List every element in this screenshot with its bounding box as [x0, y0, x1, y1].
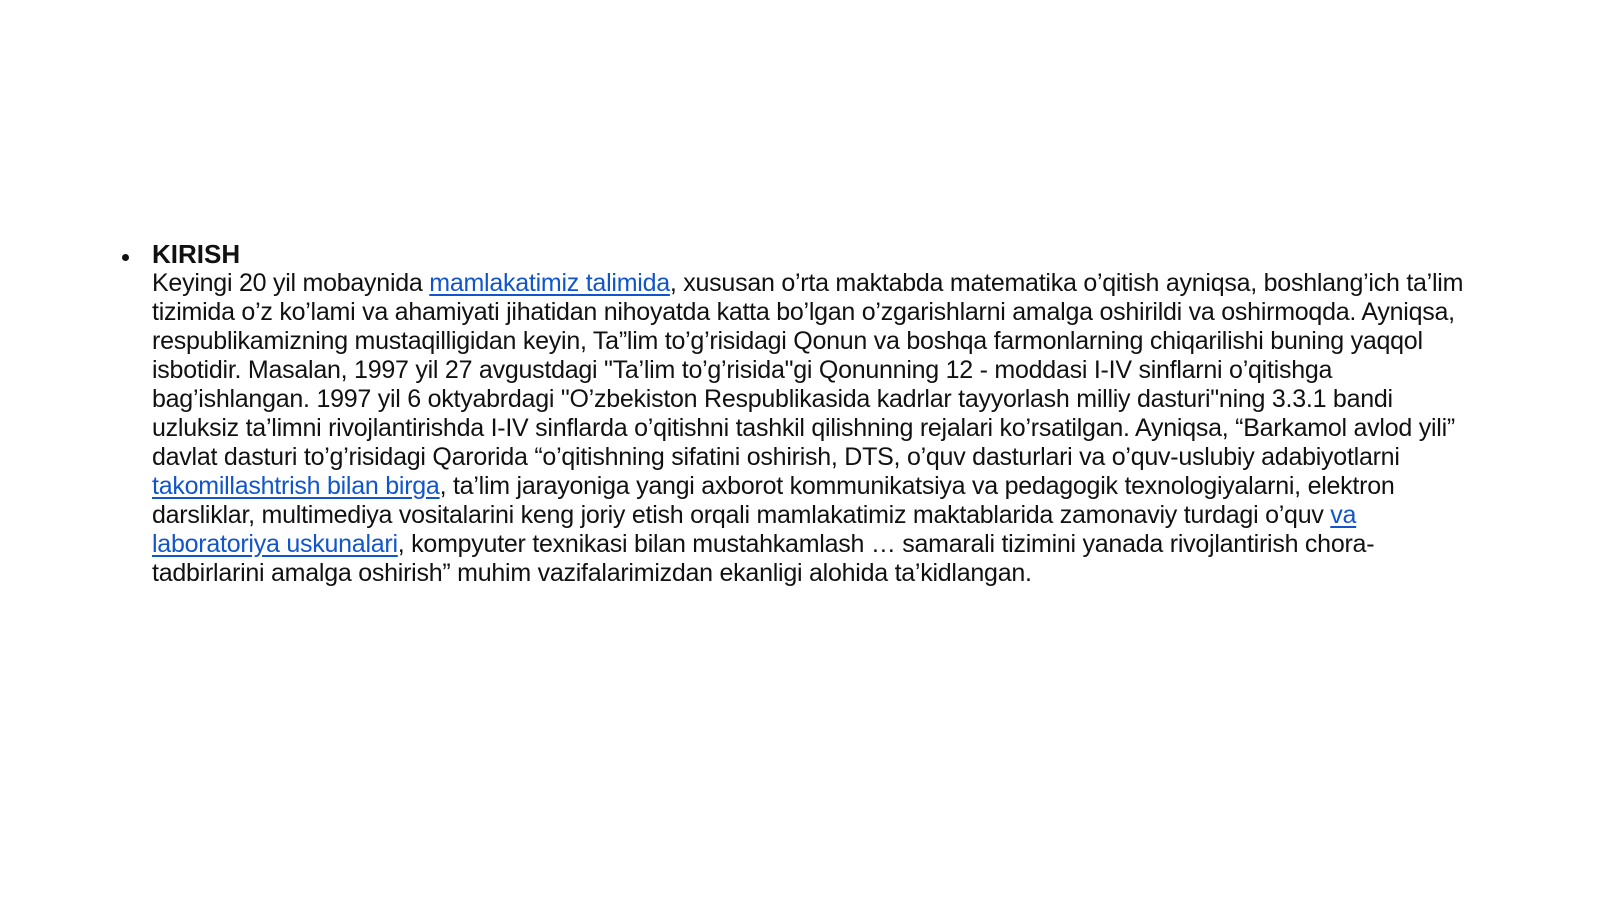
bullet-item-kirish [120, 240, 1480, 588]
link-laboratoriya-uskunalari[interactable]: va laboratoriya uskunalari [152, 501, 1357, 558]
section-heading: KIRISH [152, 239, 241, 269]
paragraph-text: , xususan o’rta maktabda matematika o’qitish ayniqsa, boshlang’ich ta’lim tizimida o’z ko’lami va ahamiyati jihatidan nihoyatda katta bo’lgan o’zgarishlarni amalga oshirildi va oshirmoqda. Ayniqsa, respublikamizning mustaqilligidan keyin, Ta”lim to’g’risidagi Qonun va boshqa farmonlarning chiqarilishi buning yaqqol isbotidir. Masalan, 1997 yil 27 avgustdagi "Ta’lim to’g’risida"gi Qonunning 12 - moddasi I-IV sinflarni o’qitishga bag’ishlangan. 1997 yil 6 oktyabrdagi "O’zbekiston Respublikasida kadrlar tayyorlash milliy dasturi"ning 3.3.1 bandi uzluksiz ta’limni rivojlantirishda I-IV sinflarda o’qitishni tashkil qilishning rejalari ko’rsatilgan. Ayniqsa, “Barkamol avlod yili” davlat dasturi to’g’risidagi Qarorida “o’qitishning sifatini oshirish, DTS, o’quv dasturlari va o’quv-uslubiy adabiyotlarni [152, 269, 1464, 471]
link-takomillashtrish-bilan-birga[interactable]: takomillashtrish bilan birga [152, 472, 440, 500]
paragraph-text: , kompyuter texnikasi bilan mustahkamlash … samarali tizimini yanada rivojlantirish chora-tadbirlarini amalga oshirish” muhim vazifalarimizdan ekanligi alohida ta’kidlangan. [152, 530, 1375, 587]
paragraph-text: , ta’lim jarayoniga yangi axborot kommunikatsiya va pedagogik texnologiyalarni, elektron darsliklar, multimediya vositalarini keng joriy etish orqali mamlakatimiz maktablarida zamonaviy turdagi o’quv [152, 472, 1395, 529]
paragraph-text: Keyingi 20 yil mobaynida [152, 269, 430, 297]
body-paragraph [152, 269, 1480, 588]
bullet-list [120, 240, 1480, 588]
link-mamlakatimiz-talimida[interactable]: mamlakatimiz talimida [429, 269, 670, 297]
bullet-dot-icon [122, 254, 129, 261]
